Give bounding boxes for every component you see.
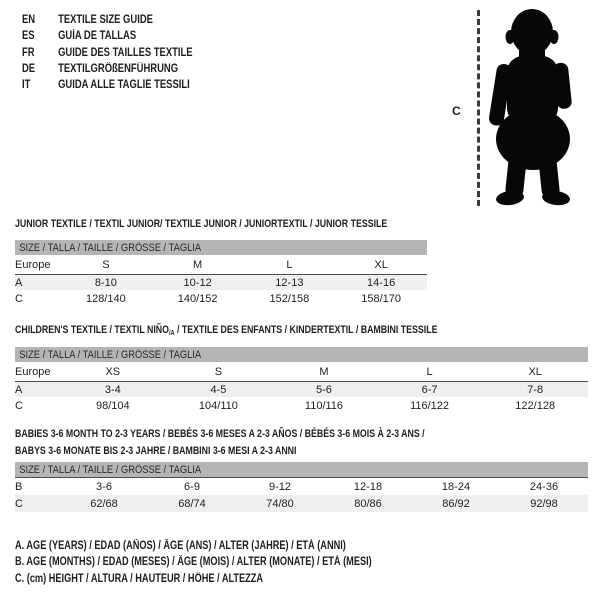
toddler-silhouette-icon [483,6,585,210]
language-label: GUIDA ALLE TAGLIE TESSILI [58,79,190,92]
row-label: B [15,480,23,493]
table-row [15,397,588,414]
size-cell: XS [60,362,166,382]
row-label: C [15,292,23,305]
size-cell: L [244,255,336,275]
junior-size-table [15,240,427,307]
value-cell: 4-5 [166,382,272,398]
value-cell: 86/92 [412,495,500,512]
language-label: TEXTILE SIZE GUIDE [58,14,153,26]
value-cell: 68/74 [148,495,236,512]
value-cell: 110/116 [304,399,344,412]
table-row [15,255,427,275]
value-cell: 5-6 [271,382,377,398]
value-cell: 12-18 [353,480,383,493]
size-cell: XL [482,362,588,382]
value-cell: 8-10 [60,275,152,291]
footnote-a: A. AGE (YEARS) / EDAD (AÑOS) / ÂGE (ANS) / ALTER (JAHRE) / ETÀ (ANNI) [15,540,346,552]
height-figure [0,0,600,220]
junior-table-title: JUNIOR TEXTILE / TEXTIL JUNIOR/ TEXTILE JUNIOR / JUNIORTEXTIL / JUNIOR TESSILE [15,218,388,230]
language-code: ES [22,30,35,43]
row-label: C [15,495,60,512]
value-cell: 92/98 [500,495,588,512]
language-label: GUIDE DES TAILLES TEXTILE [58,46,193,59]
value-cell: 80/86 [324,495,412,512]
table-row [15,495,588,512]
babies-size-table [15,462,588,512]
size-cell: S [60,255,152,275]
row-label: Europe [15,255,60,275]
size-cell: M [271,362,377,382]
value-cell: 10-12 [152,275,244,291]
language-code: DE [22,62,36,75]
row-label: A [15,382,60,398]
table-row [15,362,588,382]
value-cell: 98/104 [95,399,130,412]
childrens-size-table [15,347,588,414]
value-cell: 6-9 [184,480,200,493]
value-cell: 74/80 [236,495,324,512]
value-cell: 7-8 [482,382,588,398]
size-header-bar [15,462,588,478]
title-subscript: /A [168,330,175,337]
value-cell: 12-13 [244,275,336,291]
footnotes [15,538,461,587]
title-text: / TEXTILE DES ENFANTS / KINDERTEXTIL / BAMBINI TESSILE [174,324,438,336]
language-code: FR [22,46,35,59]
value-cell: 24-36 [529,480,559,493]
size-header-text: SIZE / TALLA / TAILLE / GRÖSSE / TAGLIA [19,241,202,254]
row-label: C [15,399,23,412]
title-line-2: BABYS 3-6 MONATE BIS 2-3 JAHRE / BAMBINI 3-6 MESI A 2-3 ANNI [15,445,297,457]
language-code: EN [22,14,36,26]
language-label: TEXTILGRÖßENFÜHRUNG [58,62,179,75]
language-label: GUÍA DE TALLAS [58,30,137,43]
value-cell: 62/68 [60,495,148,512]
table-row [15,478,588,496]
babies-table-title [15,426,425,460]
size-cell: XL [335,255,427,275]
size-header-bar [15,240,427,255]
size-header-text: SIZE / TALLA / TAILLE / GRÖSSE / TAGLIA [19,348,202,361]
title-line-1: BABIES 3-6 MONTH TO 2-3 YEARS / BEBÉS 3-6 MESES A 2-3 AÑOS / BÉBÉS 3-6 MOIS À 2-3 ANS / [15,428,425,440]
value-cell: 6-7 [377,382,483,398]
table-row [15,290,427,307]
size-cell: M [152,255,244,275]
value-cell: 3-4 [60,382,166,398]
row-label: Europe [15,362,60,382]
language-code: IT [22,79,31,92]
footnote-c: C. (cm) HEIGHT / ALTURA / HAUTEUR / HÖHE / ALTEZZA [15,572,264,585]
size-header-text: SIZE / TALLA / TAILLE / GRÖSSE / TAGLIA [19,463,202,476]
value-cell: 116/122 [410,399,450,412]
value-cell: 140/152 [177,292,218,305]
value-cell: 9-12 [268,480,292,493]
value-cell: 14-16 [335,275,427,291]
size-cell: S [166,362,272,382]
row-label: A [15,275,60,291]
footnote-b: B. AGE (MONTHS) / EDAD (MESES) / ÂGE (MOIS) / ALTER (MONATE) / ETÀ (MESI) [15,556,372,569]
height-measure-label: C [452,104,461,118]
table-row [15,275,427,291]
size-header-bar [15,347,588,362]
table-row [15,382,588,398]
size-cell: L [377,362,483,382]
value-cell: 104/110 [198,399,238,412]
value-cell: 3-6 [96,480,112,493]
value-cell: 18-24 [441,480,471,493]
value-cell: 122/128 [515,399,556,412]
title-text: CHILDREN'S TEXTILE / TEXTIL NIÑO [15,324,169,336]
childrens-table-title [15,322,437,342]
value-cell: 158/170 [361,292,401,305]
height-measure-dashed-line [477,10,480,206]
value-cell: 152/158 [269,292,310,305]
value-cell: 128/140 [85,292,126,305]
